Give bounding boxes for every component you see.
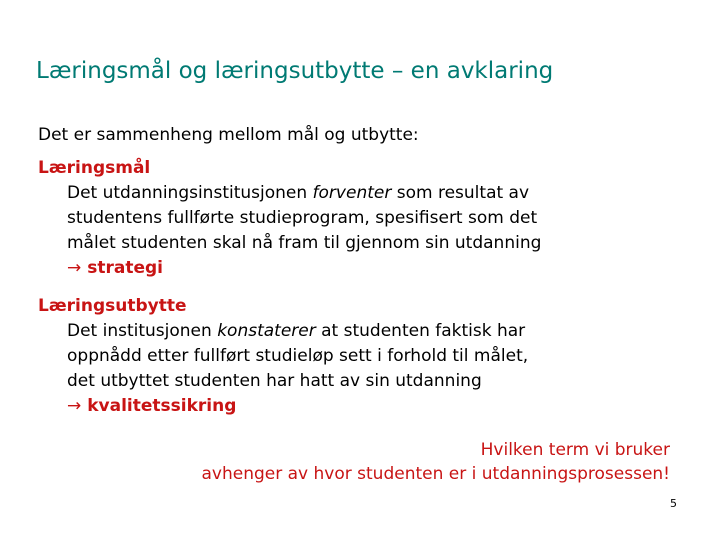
emphasis-text: konstaterer (217, 321, 316, 341)
definition-line: oppnådd etter fullført studieløp sett i forhold til målet, (67, 346, 529, 366)
definition-line: det utbyttet studenten har hatt av sin utdanning (67, 371, 482, 391)
definition-laeringsmaal (67, 181, 697, 281)
definition-laeringsutbytte (67, 319, 697, 419)
definition-line: Det institusjonen konstaterer at studenten faktisk har (67, 321, 526, 341)
page-number: 5 (670, 497, 677, 510)
outcome-line (67, 394, 697, 419)
outcome-line (67, 256, 697, 281)
closing-note (202, 438, 670, 486)
definition-line: Det utdanningsinstitusjonen forventer som resultat av (67, 183, 530, 203)
closing-note-line: Hvilken term vi bruker (480, 440, 670, 460)
emphasis-text: forventer (312, 183, 392, 203)
outcome-strategi: strategi (87, 258, 164, 278)
arrow-right-icon: → (67, 396, 82, 416)
definition-line: studentens fullførte studieprogram, spesifisert som det (67, 208, 538, 228)
arrow-right-icon: → (67, 258, 82, 278)
outcome-kvalitetssikring: kvalitetssikring (87, 396, 237, 416)
term-laeringsmaal: Læringsmål (38, 158, 151, 178)
closing-note-line: avhenger av hvor studenten er i utdanningsprosessen! (201, 464, 670, 484)
slide-title: Læringsmål og læringsutbytte – en avklaring (36, 58, 554, 84)
term-laeringsutbytte: Læringsutbytte (38, 296, 187, 316)
definition-line: målet studenten skal nå fram til gjennom sin utdanning (67, 233, 542, 253)
intro-text: Det er sammenheng mellom mål og utbytte: (38, 125, 419, 145)
